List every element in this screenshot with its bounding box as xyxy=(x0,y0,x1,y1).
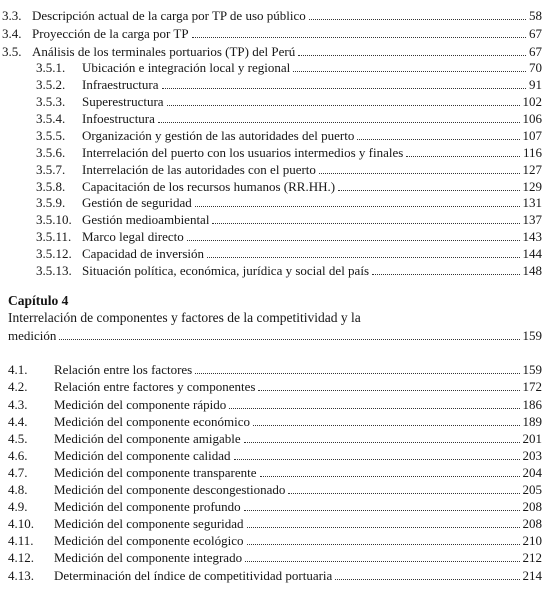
entry-title: Infraestructura xyxy=(82,77,159,92)
dot-leader xyxy=(187,239,520,241)
dot-leader xyxy=(357,138,519,140)
dot-leader xyxy=(245,560,519,562)
entry-page: 201 xyxy=(522,431,542,446)
entry-number: 4.6. xyxy=(8,448,28,463)
entry-number: 3.5.11. xyxy=(36,229,72,244)
entry-number: 3.5.5. xyxy=(36,128,66,143)
entry-page: 102 xyxy=(522,94,542,109)
entry-title: Medición del componente profundo xyxy=(54,499,241,514)
entry-page: 186 xyxy=(522,397,542,412)
entry-number: 3.3. xyxy=(2,8,22,23)
dot-leader xyxy=(195,205,520,207)
entry-title: Medición del componente seguridad xyxy=(54,516,244,531)
toc-entry xyxy=(8,532,542,549)
entry-number: 4.1. xyxy=(8,362,28,377)
entry-page: 67 xyxy=(529,44,542,59)
dot-leader xyxy=(207,256,519,258)
entry-page: 205 xyxy=(522,482,542,497)
entry-number: 4.8. xyxy=(8,482,28,497)
entry-page: 127 xyxy=(522,162,542,177)
entry-title: Relación entre factores y componentes xyxy=(54,379,256,394)
toc-entry xyxy=(8,481,542,498)
entry-number: 4.3. xyxy=(8,397,28,412)
entry-title: Gestión medioambiental xyxy=(82,212,210,227)
entry-title: Situación política, económica, jurídica y social del país xyxy=(82,263,369,278)
entry-title: Capacidad de inversión xyxy=(82,246,205,261)
toc-entry xyxy=(8,396,542,413)
dot-leader xyxy=(253,424,519,426)
toc-entry xyxy=(36,245,542,262)
entry-number: 4.9. xyxy=(8,499,28,514)
entry-page: 58 xyxy=(529,8,542,23)
dot-leader xyxy=(162,87,526,89)
entry-title: Medición del componente económico xyxy=(54,414,251,429)
toc-entry xyxy=(8,464,542,481)
dot-leader xyxy=(247,526,520,528)
dot-leader xyxy=(195,372,519,374)
dot-leader xyxy=(244,509,520,511)
toc-entry xyxy=(8,430,542,447)
toc-entry xyxy=(8,378,542,395)
entry-number: 4.5. xyxy=(8,431,28,446)
entry-title: Análisis de los terminales portuarios (TP) del Perú xyxy=(32,44,296,59)
entry-number: 3.5. xyxy=(2,44,22,59)
entry-page: 204 xyxy=(522,465,542,480)
entry-title: Superestructura xyxy=(82,94,164,109)
entry-page: 91 xyxy=(529,77,542,92)
entry-title: Interrelación de las autoridades con el puerto xyxy=(82,162,316,177)
entry-title: Gestión de seguridad xyxy=(82,195,192,210)
entry-title: Medición del componente transparente xyxy=(54,465,257,480)
entry-number: 3.5.2. xyxy=(36,77,66,92)
entry-page: 214 xyxy=(522,568,542,583)
entry-title: Medición del componente ecológico xyxy=(54,533,244,548)
dot-leader xyxy=(319,172,520,174)
entry-number: 3.4. xyxy=(2,26,22,41)
entry-number: 3.5.8. xyxy=(36,179,66,194)
entry-title: Organización y gestión de las autoridades del puerto xyxy=(82,128,355,143)
dot-leader xyxy=(192,36,526,38)
dot-leader xyxy=(258,389,519,391)
dot-leader xyxy=(293,70,526,72)
entry-page: 212 xyxy=(522,550,542,565)
entry-page: 148 xyxy=(522,263,542,278)
entry-title: Marco legal directo xyxy=(82,229,184,244)
entry-number: 4.7. xyxy=(8,465,28,480)
entry-number: 3.5.3. xyxy=(36,94,66,109)
entry-page: 106 xyxy=(522,111,542,126)
entry-page: 172 xyxy=(522,379,542,394)
dot-leader xyxy=(59,338,519,340)
entry-number: 4.4. xyxy=(8,414,28,429)
entry-number: 3.5.1. xyxy=(36,60,66,75)
dot-leader xyxy=(229,407,519,409)
toc-entry xyxy=(36,228,542,245)
entry-number: 4.10. xyxy=(8,516,34,531)
entry-page: 208 xyxy=(522,516,542,531)
chapter-title-line1: Interrelación de componentes y factores de la competitividad y la xyxy=(8,310,361,325)
entry-number: 4.11. xyxy=(8,533,34,548)
toc-entry xyxy=(8,361,542,378)
entry-title: Infoestructura xyxy=(82,111,155,126)
dot-leader xyxy=(247,543,520,545)
entry-page: 131 xyxy=(522,195,542,210)
entry-title: Capacitación de los recursos humanos (RR.HH.) xyxy=(82,179,336,194)
entry-title: Descripción actual de la carga por TP de uso público xyxy=(32,8,306,23)
toc-entry xyxy=(8,413,542,430)
dot-leader xyxy=(309,18,526,20)
entry-number: 4.2. xyxy=(8,379,28,394)
toc-entry xyxy=(8,549,542,566)
dot-leader xyxy=(338,189,519,191)
entry-number: 4.13. xyxy=(8,568,34,583)
toc-entry xyxy=(36,161,542,178)
chapter-heading: Capítulo 4 xyxy=(8,293,69,308)
entry-page: 129 xyxy=(522,179,542,194)
toc-entry xyxy=(36,194,542,211)
dot-leader xyxy=(288,492,519,494)
toc-entry xyxy=(36,144,542,161)
entry-page: 107 xyxy=(522,128,542,143)
entry-page: 137 xyxy=(522,212,542,227)
entry-number: 3.5.10. xyxy=(36,212,72,227)
toc-entry xyxy=(8,567,542,584)
entry-number: 3.5.7. xyxy=(36,162,66,177)
dot-leader xyxy=(234,458,520,460)
toc-entry xyxy=(36,59,542,76)
entry-page: 203 xyxy=(522,448,542,463)
toc-entry xyxy=(36,262,542,279)
toc-entry xyxy=(36,93,542,110)
entry-title: Relación entre los factores xyxy=(54,362,193,377)
toc-entry xyxy=(36,76,542,93)
entry-title: Medición del componente descongestionado xyxy=(54,482,286,497)
entry-title: Proyección de la carga por TP xyxy=(32,26,189,41)
entry-number: 3.5.4. xyxy=(36,111,66,126)
toc-entry xyxy=(8,498,542,515)
entry-page: 159 xyxy=(522,328,542,343)
entry-number: 4.12. xyxy=(8,550,34,565)
toc-entry xyxy=(36,127,542,144)
dot-leader xyxy=(260,475,520,477)
toc-entry xyxy=(8,515,542,532)
entry-number: 3.5.9. xyxy=(36,195,66,210)
entry-page: 116 xyxy=(522,145,542,160)
dot-leader xyxy=(372,273,520,275)
dot-leader xyxy=(244,441,520,443)
entry-page: 189 xyxy=(522,414,542,429)
dot-leader xyxy=(167,104,520,106)
entry-page: 159 xyxy=(522,362,542,377)
entry-page: 70 xyxy=(529,60,542,75)
toc-entry xyxy=(36,211,542,228)
chapter-title-line2: medición xyxy=(8,328,57,343)
dot-leader xyxy=(212,222,519,224)
entry-number: 3.5.12. xyxy=(36,246,72,261)
dot-leader xyxy=(158,121,520,123)
dot-leader xyxy=(335,578,519,580)
entry-title: Medición del componente calidad xyxy=(54,448,231,463)
toc-entry xyxy=(36,110,542,127)
entry-page: 210 xyxy=(522,533,542,548)
entry-page: 208 xyxy=(522,499,542,514)
entry-title: Determinación del índice de competitividad portuaria xyxy=(54,568,333,583)
entry-number: 3.5.13. xyxy=(36,263,72,278)
entry-title: Medición del componente rápido xyxy=(54,397,227,412)
toc-entry xyxy=(36,178,542,195)
entry-title: Ubicación e integración local y regional xyxy=(82,60,291,75)
entry-title: Medición del componente integrado xyxy=(54,550,243,565)
toc-entry xyxy=(8,447,542,464)
entry-title: Interrelación del puerto con los usuarios intermedios y finales xyxy=(82,145,404,160)
toc-entry xyxy=(2,25,542,42)
entry-page: 144 xyxy=(522,246,542,261)
entry-title: Medición del componente amigable xyxy=(54,431,241,446)
entry-page: 67 xyxy=(529,26,542,41)
entry-number: 3.5.6. xyxy=(36,145,66,160)
entry-page: 143 xyxy=(522,229,542,244)
toc-entry xyxy=(2,7,542,24)
dot-leader xyxy=(406,155,520,157)
dot-leader xyxy=(298,54,526,56)
toc-entry xyxy=(2,43,542,60)
chapter-title-entry xyxy=(8,327,542,344)
